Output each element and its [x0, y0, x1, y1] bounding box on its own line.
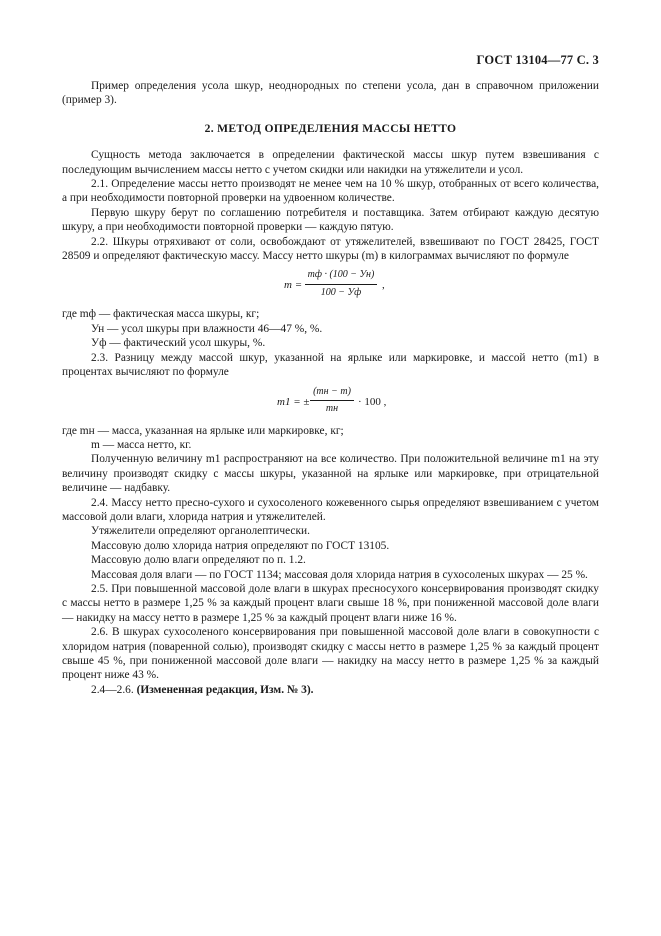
- formula2-tail: · 100 ,: [358, 395, 387, 408]
- formula1-lhs: m =: [284, 279, 303, 292]
- paragraph-sodium-chloride: Массовую долю хлорида натрия определяют по ГОСТ 13105.: [91, 539, 390, 552]
- where1-line-2: Ун — усол шкуры при влажности 46—47 %, %.: [91, 322, 323, 335]
- paragraph-2-4: 2.4. Массу нетто пресно-сухого и сухосоленого кожевенного сырья определяют взвешиванием с учетом массовой доли влаги, хлорида натрия и утяжелителей.: [62, 496, 599, 523]
- intro-paragraph: Пример определения усола шкур, неоднородных по степени усола, дан в справочном приложении (пример 3).: [62, 80, 599, 107]
- paragraph-moisture: Массовую долю влаги определяют по п. 1.2.: [91, 554, 306, 567]
- paragraph-2-6: 2.6. В шкурах сухосоленого консервирования при повышенной массовой доле влаги в совокупности с хлоридом натрия (поваренной солью), производят скидку с массы нетто в размере 1,25 % за каждый процент свыше 45 %, при пониженной массовой доле влаги — накидку на массу нетто в размере 1,25 % за каждый процент ниже 43 %.: [62, 626, 599, 682]
- edit-note-ref: 2.4—2.6.: [91, 683, 134, 696]
- paragraph-2-5: 2.5. При повышенной массовой доле влаги в шкурах пресносухого консервирования производят скидку с массы нетто в размере 1,25 % за каждый процент влаги свыше 18 %, при пониженной массовой доле влаги — накидку на массу нетто в размере 1,25 % за каждый процент влаги ниже 16 %.: [62, 582, 599, 624]
- formula1-tail: ,: [382, 279, 385, 292]
- formula2-numerator: (mн − m): [310, 385, 354, 401]
- formula2-lhs: m1 = ±: [277, 395, 310, 408]
- formula1-denominator: 100 − Уф: [320, 286, 362, 298]
- where1-line-3: Уф — фактический усол шкуры, %.: [91, 337, 266, 350]
- formula1-numerator: mф · (100 − Ун): [305, 268, 377, 284]
- where2-line-2: m — масса нетто, кг.: [91, 438, 192, 451]
- where1-line-1: где mф — фактическая масса шкуры, кг;: [62, 308, 260, 321]
- paragraph-first-hide: Первую шкуру берут по соглашению потребителя и поставщика. Затем отбирают каждую десятую шкуру, а при необходимости повторной проверки — каждую пятую.: [62, 206, 599, 234]
- formula2-fraction: [310, 385, 354, 417]
- paragraph-2-1: 2.1. Определение массы нетто производят не менее чем на 10 % шкур, отобранных от всего количества, а при необходимости повторной проверки на удвоенном количестве.: [62, 178, 599, 205]
- formula2-denominator: mн: [325, 402, 339, 414]
- page-header: ГОСТ 13104—77 С. 3: [476, 53, 599, 67]
- document-body: [62, 79, 599, 697]
- paragraph-2-3: 2.3. Разницу между массой шкур, указанной на ярлыке или маркировке, и массой нетто (m1) в процентах вычисляют по формуле: [62, 351, 599, 379]
- paragraph-essence: Сущность метода заключается в определении фактической массы шкур путем взвешивания с последующим вычислением массы нетто с учетом скидки или накидки на утяжелители и усол.: [62, 149, 599, 176]
- formula-difference: [62, 384, 599, 420]
- paragraph-received-value: Полученную величину m1 распространяют на все количество. При положительной величине m1 на эту величину производят скидку с массы шкуры, указанной на ярлыке или маркировке, при отрицательной величине — надбавку.: [62, 453, 599, 495]
- paragraph-moisture-gost: Массовая доля влаги — по ГОСТ 1134; массовая доля хлорида натрия в сухосоленых шкурах — 25 %.: [91, 568, 588, 581]
- formula-net-mass: [62, 267, 599, 303]
- formula1-fraction: [305, 268, 377, 300]
- where2-line-1: где mн — масса, указанная на ярлыке или маркировке, кг;: [62, 424, 344, 437]
- section-title: 2. МЕТОД ОПРЕДЕЛЕНИЯ МАССЫ НЕТТО: [204, 121, 457, 135]
- edit-note-text: (Измененная редакция, Изм. № 3).: [136, 683, 314, 696]
- paragraph-edit-note: [62, 683, 599, 697]
- paragraph-weighting-agents: Утяжелители определяют органолептически.: [91, 525, 310, 538]
- paragraph-2-2: 2.2. Шкуры отряхивают от соли, освобождают от утяжелителей, взвешивают по ГОСТ 28425, ГОСТ 28509 и определяют фактическую массу. Массу нетто шкуры (m) в килограммах вычисляют по формуле: [62, 235, 599, 263]
